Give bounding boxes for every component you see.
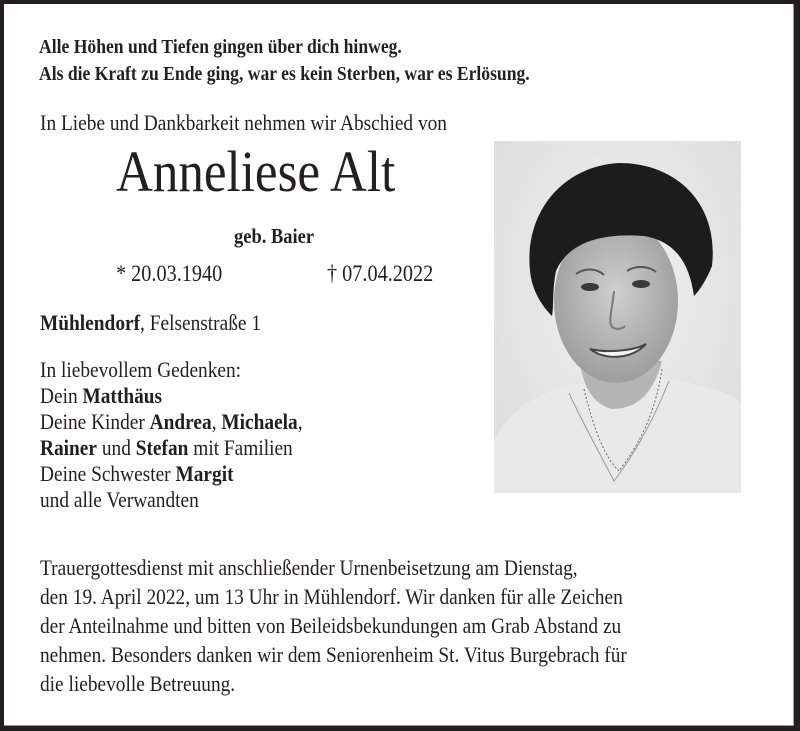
mourner-line [40, 409, 303, 435]
death-date: † 07.04.2022 [327, 261, 434, 286]
mourner-line [40, 435, 293, 461]
mourner-text: und [96, 435, 136, 460]
mourner-line [40, 383, 162, 409]
intro-text: In Liebe und Dankbarkeit nehmen wir Abschied von [40, 110, 447, 135]
service-text-line: Trauergottesdienst mit anschließender Urnenbeisetzung am Dienstag, [40, 555, 578, 580]
birth-date: * 20.03.1940 [116, 261, 223, 286]
mourner-name: Matthäus [82, 383, 163, 408]
service-text-line: nehmen. Besonders danken wir dem Seniorenheim St. Vitus Burgebrach für [40, 642, 627, 667]
mourners-heading: In liebevollem Gedenken: [40, 357, 242, 382]
mourner-text: und alle Verwandten [40, 487, 199, 512]
mourner-text: , [211, 409, 222, 434]
portrait-image [494, 141, 741, 493]
mourner-name: Rainer [40, 435, 97, 460]
obituary-card [4, 4, 794, 726]
mourner-name: Stefan [135, 435, 189, 460]
service-text-line: der Anteilnahme und bitten von Beileidsbekundungen am Grab Abstand zu [40, 613, 622, 638]
mourner-text: , [297, 409, 303, 434]
mourner-text: Dein [40, 383, 83, 408]
maiden-name: geb. Baier [234, 224, 315, 248]
mourner-name: Michaela [221, 409, 298, 434]
deceased-name: Anneliese Alt [116, 139, 396, 204]
mourner-text: Deine Kinder [40, 409, 150, 434]
address [40, 310, 261, 336]
mourner-line [40, 487, 199, 513]
mourner-text: mit Familien [188, 435, 293, 460]
mourner-text: Deine Schwester [40, 461, 176, 486]
portrait-photo [494, 141, 741, 493]
service-text-line: den 19. April 2022, um 13 Uhr in Mühlendorf. Wir danken für alle Zeichen [40, 584, 623, 609]
address-town: Mühlendorf [40, 310, 141, 335]
motto-line-2: Als die Kraft zu Ende ging, war es kein Sterben, war es Erlösung. [39, 63, 530, 85]
mourner-line [40, 461, 234, 487]
mourner-name: Andrea [149, 409, 212, 434]
motto-line-1: Alle Höhen und Tiefen gingen über dich hinweg. [39, 36, 402, 58]
address-street: , Felsenstraße 1 [140, 310, 262, 335]
service-text-line: die liebevolle Betreuung. [40, 671, 236, 696]
mourner-name: Margit [175, 461, 234, 486]
